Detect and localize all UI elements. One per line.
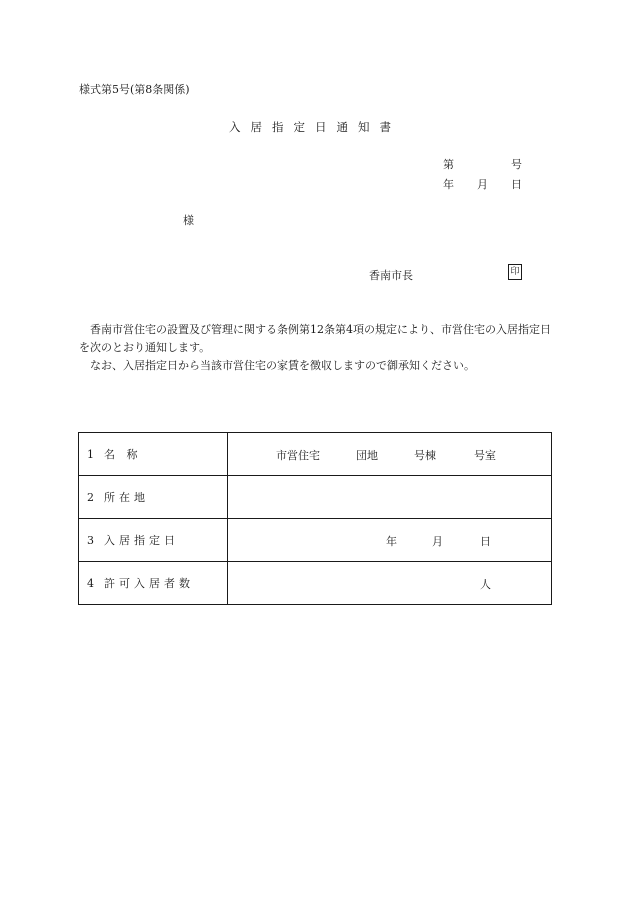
table-row-address — [79, 476, 552, 519]
recipient-suffix: 様 — [183, 214, 194, 227]
row-label-cell — [79, 562, 228, 605]
row-label-cell — [79, 519, 228, 562]
table-row-residents — [79, 562, 552, 605]
body-paragraph-1: 香南市営住宅の設置及び管理に関する条例第12条第4項の規定により、市営住宅の入居指定日を次のとおり通知します。 — [79, 323, 551, 354]
row-value-cell — [228, 519, 552, 562]
issuer-name: 香南市長 — [369, 269, 413, 282]
issue-date-day: 日 — [511, 178, 522, 191]
row-label-cell — [79, 476, 228, 519]
row-value-cell — [228, 476, 552, 519]
row-number: 3 — [87, 534, 94, 547]
row-value-cell — [228, 562, 552, 605]
row-label: 許可入居者数 — [104, 577, 194, 590]
issue-date-month: 月 — [477, 178, 488, 191]
complex-label: 団地 — [356, 449, 378, 462]
date-year-label: 年 — [386, 535, 397, 548]
room-label: 号室 — [474, 449, 496, 462]
document-title: 入居指定日通知書 — [229, 120, 401, 134]
row-number: 4 — [87, 577, 94, 590]
table-row-name — [79, 433, 552, 476]
date-day-label: 日 — [480, 535, 491, 548]
row-number: 2 — [87, 491, 94, 504]
seal-mark: 印 — [508, 264, 522, 280]
body-paragraph-2: なお、入居指定日から当該市営住宅の家賃を徴収しますので御承知ください。 — [90, 359, 475, 372]
date-month-label: 月 — [432, 535, 443, 548]
row-label-cell — [79, 433, 228, 476]
table-row-move-in-date — [79, 519, 552, 562]
row-label: 所在地 — [104, 491, 149, 504]
persons-label: 人 — [480, 578, 491, 591]
info-table — [78, 432, 552, 605]
housing-label: 市営住宅 — [276, 449, 320, 462]
issue-date-year: 年 — [443, 178, 454, 191]
doc-number-suffix: 号 — [511, 158, 522, 171]
row-label: 入居指定日 — [104, 534, 179, 547]
building-label: 号棟 — [414, 449, 436, 462]
row-number: 1 — [87, 448, 94, 461]
row-label: 名 称 — [104, 448, 142, 461]
doc-number-prefix: 第 — [443, 158, 454, 171]
form-number: 様式第5号(第8条関係) — [79, 83, 190, 96]
row-value-cell — [228, 433, 552, 476]
